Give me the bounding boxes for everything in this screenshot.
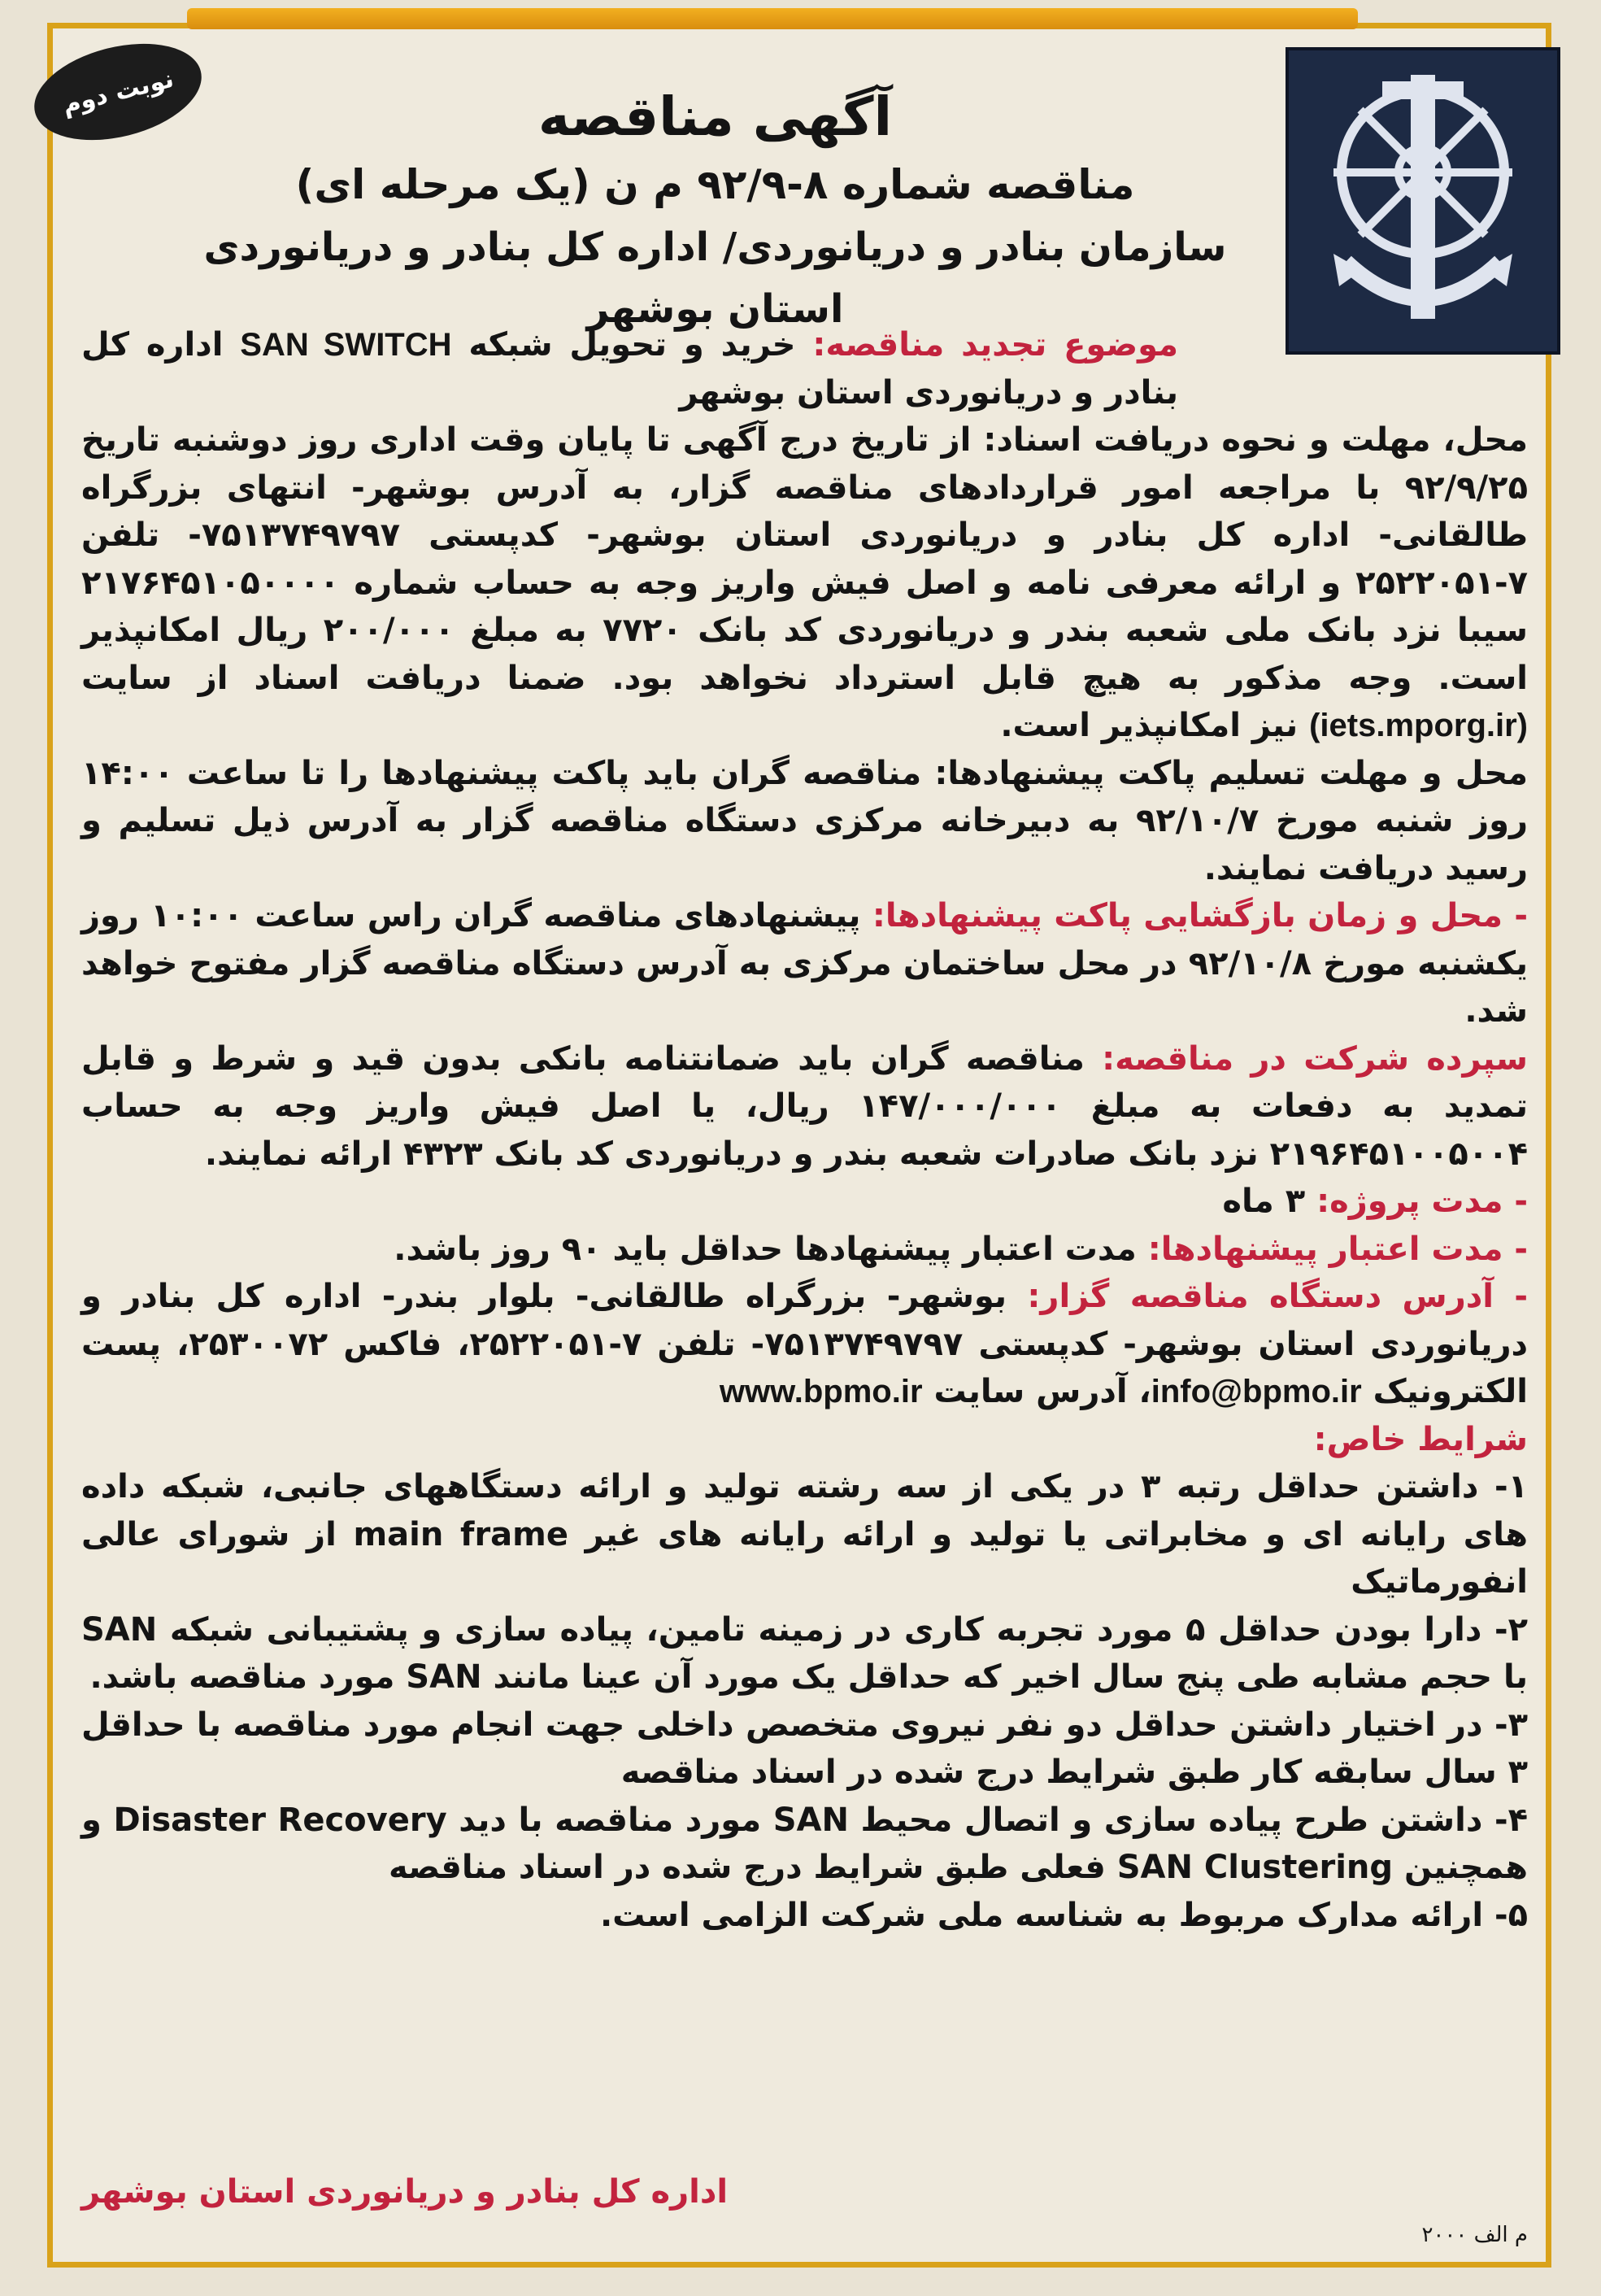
address-text: بوشهر- بزرگراه طالقانی- بلوار بندر- اداره کل بنادر و دریانوردی استان بوشهر- کدپستی ۷۵۱۳۷۴۹۷۹۷- تلفن ۷-۲۵۲۲۰۵۱، فاکس ۲۵۳۰۰۷۲، پست الکترونیک <box>81 1278 1529 1410</box>
deposit-paragraph <box>81 1035 1528 1178</box>
validity-label: - مدت اعتبار پیشنهادها: <box>1147 1230 1528 1268</box>
notice-header <box>171 81 1259 340</box>
opening-paragraph <box>81 892 1528 1035</box>
condition-item: ۱- داشتن حداقل رتبه ۳ در یکی از سه رشته تولید و ارائه دستگاههای جانبی، شبکه داده های رایانه ای و مخابراتی یا تولید و ارائه رایانه های غیر main frame از شورای عالی انفورماتیک <box>81 1468 1528 1601</box>
duration-text: ۳ ماه <box>1222 1183 1306 1220</box>
ports-organization-logo <box>1286 47 1560 355</box>
notice-body <box>81 321 1528 1939</box>
opening-text: پیشنهادهای مناقصه گران راس ساعت ۱۰:۰۰ روز یکشنبه مورخ ۹۲/۱۰/۸ در محل ساختمان مرکزی به آدرس دستگاه مناقصه گزار مفتوح خواهد شد. <box>81 897 1529 1030</box>
submission-text: محل و مهلت تسلیم پاکت پیشنهادها: مناقصه گران باید پاکت پیشنهادها را تا ساعت ۱۴:۰۰ روز شنبه مورخ ۹۲/۱۰/۷ به دبیرخانه مرکزی دستگاه مناقصه گزار به آدرس ذیل تسلیم و رسید دریافت نمایند. <box>81 754 1528 887</box>
second-run-badge: نوبت دوم <box>24 28 211 156</box>
conditions-label: شرایط خاص: <box>1313 1420 1528 1458</box>
condition-item: ۵- ارائه مدارک مربوط به شناسه ملی شرکت الزامی است. <box>599 1896 1528 1934</box>
validity-text: مدت اعتبار پیشنهادها حداقل باید ۹۰ روز باشد. <box>394 1230 1137 1268</box>
opening-label: - محل و زمان بازگشایی پاکت پیشنهادها: <box>872 897 1528 935</box>
topic-paragraph <box>81 321 1528 416</box>
anchor-wheel-icon <box>1289 50 1557 351</box>
website-link[interactable]: www.bpmo.ir <box>719 1374 923 1409</box>
condition-item: ۳- در اختیار داشتن حداقل دو نفر نیروی متخصص داخلی جهت انجام مورد مناقصه با حداقل ۳ سال سابقه کار طبق شرایط درج شده در اسناد مناقصه <box>81 1706 1528 1791</box>
submission-paragraph <box>81 750 1528 893</box>
deposit-label: سپرده شرکت در مناقصه: <box>1102 1039 1528 1078</box>
deposit-text: مناقصه گران باید ضمانتنامه بانکی بدون قید و شرط و قابل تمدید به دفعات به مبلغ ۱۴۷/۰۰۰/۰۰۰ ریال، یا اصل فیش واریز وجه به حساب ۲۱۹۶۴۵۱۰۰۵۰۰۴ نزد بانک صادرات شعبه بندر و دریانوردی کد بانک ۴۳۲۳ ارائه نمایند. <box>81 1039 1528 1173</box>
site-label: ، آدرس سایت <box>933 1373 1151 1410</box>
email-link[interactable]: info@bpmo.ir <box>1151 1374 1362 1409</box>
tender-number: مناقصه شماره ۸-۹۲/۹ م ن (یک مرحله ای) <box>295 161 1135 208</box>
address-paragraph <box>81 1273 1528 1416</box>
duration-label: - مدت پروژه: <box>1316 1183 1528 1220</box>
documents-site-link[interactable]: (iets.mporg.ir) <box>1309 708 1528 743</box>
condition-item: ۲- دارا بودن حداقل ۵ مورد تجربه کاری در زمینه تامین، پیاده سازی و پشتیبانی شبکه SAN با حجم مشابه طی پنج سال اخیر که حداقل یک مورد آن عینا مانند SAN مورد مناقصه باشد. <box>81 1610 1528 1696</box>
address-label: - آدرس دستگاه مناقصه گزار: <box>1027 1278 1528 1315</box>
topic-label: موضوع تجدید مناقصه: <box>812 326 1178 364</box>
condition-item: ۴- داشتن طرح پیاده سازی و اتصال محیط SAN مورد مناقصه با دید Disaster Recovery و همچنین SAN Clustering فعلی طبق شرایط درج شده در اسناد مناقصه <box>81 1801 1528 1886</box>
validity-paragraph <box>81 1226 1528 1274</box>
san-switch-text: SAN SWITCH <box>240 327 452 363</box>
documents-paragraph <box>81 416 1528 750</box>
topic-text: خرید و تحویل شبکه <box>468 326 796 364</box>
notice-title: آگهی مناقصه <box>537 85 893 148</box>
top-decoration-bar <box>187 8 1358 29</box>
documents-text-2: نیز امکانپذیر است. <box>1000 707 1299 744</box>
organization-name: سازمان بنادر و دریانوردی/ اداره کل بنادر و دریانوردی استان بوشهر <box>203 224 1227 332</box>
duration-paragraph <box>81 1178 1528 1226</box>
notice-code: م الف ۲۰۰۰ <box>1421 2223 1528 2247</box>
conditions-heading <box>81 1416 1528 1464</box>
documents-text: محل، مهلت و نحوه دریافت اسناد: از تاریخ درج آگهی تا پایان وقت اداری روز دوشنبه تاریخ ۹۲/۹/۲۵ با مراجعه امور قراردادهای مناقصه گزار، به آدرس بوشهر- انتهای بزرگراه طالقانی- اداره کل بنادر و دریانوردی استان بوشهر- کدپستی ۷۵۱۳۷۴۹۷۹۷- تلفن ۷-۲۵۲۲۰۵۱ و ارائه معرفی نامه و اصل فیش واریز وجه به حساب شماره ۲۱۷۶۴۵۱۰۵۰۰۰۰ سیبا نزد بانک ملی شعبه بندر و دریانوردی کد بانک ۷۷۲۰ به مبلغ ۲۰۰/۰۰۰ ریال امکانپذیر است. وجه مذکور به هیچ قابل استرداد نخواهد بود. ضمنا دریافت اسناد از سایت <box>81 421 1528 697</box>
footer-organization: اداره کل بنادر و دریانوردی استان بوشهر <box>81 2173 729 2211</box>
topic-text-2: اداره کل بنادر و دریانوردی استان بوشهر <box>81 326 1178 412</box>
